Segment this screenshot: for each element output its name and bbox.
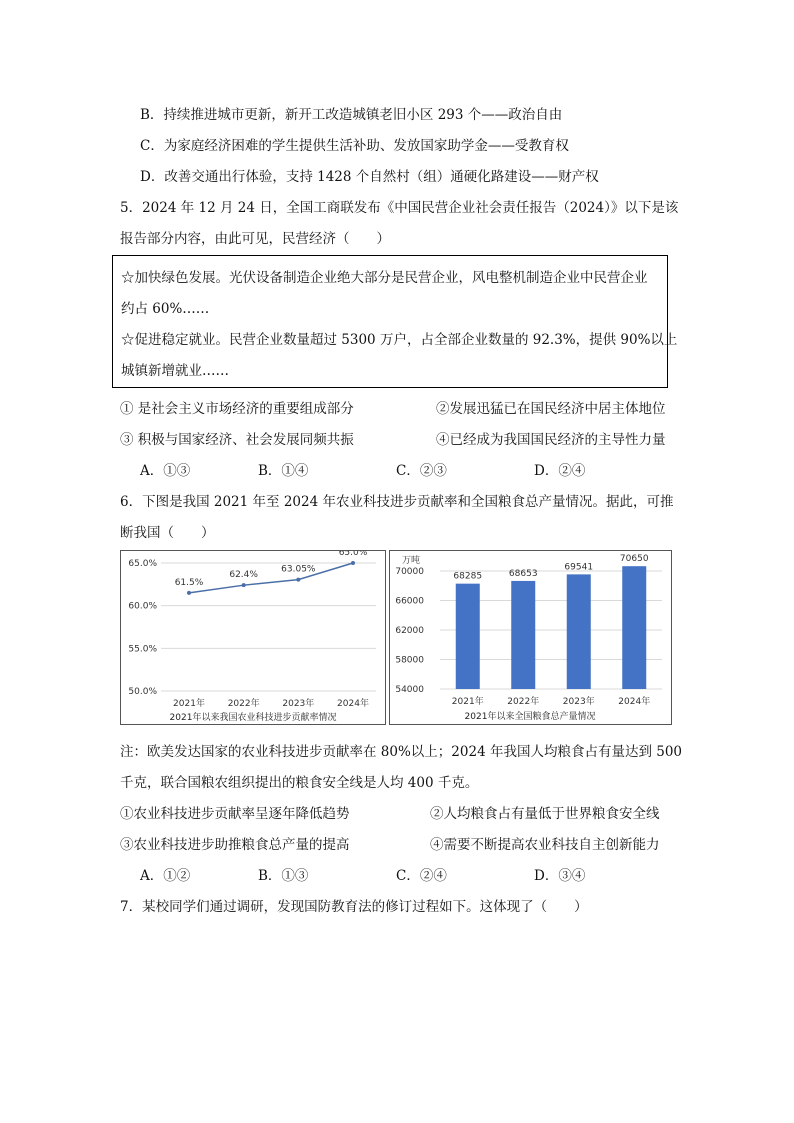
series-line [189, 563, 353, 593]
q4-option-d: D．改善交通出行体验，支持 1428 个自然村（组）通硬化路建设——财产权 [140, 169, 599, 185]
q7-stem-line1: 7．某校同学们通过调研，发现国防教育法的修订过程如下。这体现了（ ） [120, 899, 588, 915]
y-tick-label: 65.0% [128, 559, 157, 569]
y-tick-label: 66000 [395, 596, 424, 607]
q6-note-line1: 注：欧美发达国家的农业科技进步贡献率在 80%以上；2024 年我国人均粮食占有量达到 500 [120, 744, 683, 760]
bar [511, 581, 535, 689]
data-label: 63.05% [281, 564, 316, 575]
q4-option-b: B．持续推进城市更新，新开工改造城镇老旧小区 293 个——政治自由 [140, 107, 563, 123]
data-label: 65.0% [338, 551, 368, 558]
x-tick-label: 2021年 [173, 699, 205, 709]
bar-chart [390, 551, 671, 724]
y-tick-label: 60.0% [128, 601, 157, 612]
q5-statement-3: ③ 积极与国家经济、社会发展同频共振 [120, 432, 354, 448]
q5-choice-c: C．②③ [396, 463, 447, 479]
q5-stem-line2: 报告部分内容，由此可见，民营经济（ ） [120, 231, 390, 247]
x-tick-label: 2022年 [227, 699, 260, 709]
q5-choice-a: A．①③ [140, 463, 191, 479]
line-chart-panel [120, 550, 386, 725]
q6-statement-2: ②人均粮食占有量低于世界粮食安全线 [430, 806, 660, 822]
y-tick-label: 70000 [395, 567, 424, 577]
y-tick-label: 58000 [395, 655, 424, 666]
q6-choice-b: B．①③ [258, 868, 309, 884]
q5-box-line1: ☆加快绿色发展。光伏设备制造企业绝大部分是民营企业，风电整机制造企业中民营企业 [121, 270, 648, 286]
data-label: 61.5% [174, 577, 204, 588]
y-tick-label: 54000 [395, 685, 424, 695]
q5-statement-4: ④已经成为我国国民经济的主导性力量 [436, 432, 666, 448]
data-label: 69541 [564, 562, 594, 573]
q6-choice-c: C．②④ [396, 868, 447, 884]
q6-stem-line2: 断我国（ ） [120, 525, 215, 541]
q5-box-line4: 城镇新增就业…… [121, 363, 229, 379]
q6-choice-d: D．③④ [534, 868, 586, 884]
line-chart [121, 551, 385, 724]
y-tick-label: 62000 [395, 626, 424, 636]
q5-choice-d: D．②④ [534, 463, 586, 479]
data-label: 68653 [508, 568, 538, 579]
q5-stem-line1: 5．2024 年 12 月 24 日，全国工商联发布《中国民营企业社会责任报告（2024）》以下是该 [120, 200, 679, 216]
chart-title: 2021年以来全国粮食总产量情况 [464, 712, 596, 722]
bar [456, 584, 480, 689]
q5-box-line2: 约占 60%…… [121, 301, 210, 317]
q6-statement-3: ③农业科技进步助推粮食总产量的提高 [120, 837, 350, 853]
q6-statement-1: ①农业科技进步贡献率呈逐年降低趋势 [120, 806, 350, 822]
data-point [296, 578, 300, 582]
q6-statement-4: ④需要不断提高农业科技自主创新能力 [430, 837, 660, 853]
x-tick-label: 2021年 [451, 697, 484, 707]
x-tick-label: 2024年 [337, 699, 369, 709]
x-tick-label: 2023年 [282, 699, 315, 709]
bar-chart-panel [389, 550, 672, 725]
data-label: 62.4% [229, 570, 258, 581]
q6-note-line2: 千克，联合国粮农组织提出的粮食安全线是人均 400 千克。 [120, 775, 479, 791]
y-tick-label: 50.0% [128, 687, 157, 697]
q6-choice-a: A．①② [140, 868, 191, 884]
q6-stem-line1: 6．下图是我国 2021 年至 2024 年农业科技进步贡献率和全国粮食总产量情况。据此，可推 [120, 494, 674, 510]
q5-choice-b: B．①④ [258, 463, 309, 479]
data-point [187, 591, 191, 595]
bar [567, 574, 591, 689]
q5-box-line3: ☆促进稳定就业。民营企业数量超过 5300 万户，占全部企业数量的 92.3%，提供 90%以上 [121, 332, 678, 348]
y-tick-label: 55.0% [128, 644, 157, 655]
data-label: 68285 [453, 571, 483, 582]
data-point [242, 583, 246, 587]
x-tick-label: 2023年 [562, 697, 595, 707]
q5-statement-2: ②发展迅猛已在国民经济中居主体地位 [436, 401, 666, 417]
bar [622, 566, 646, 689]
chart-title: 2021年以来我国农业科技进步贡献率情况 [169, 713, 337, 723]
x-tick-label: 2024年 [618, 697, 651, 707]
data-point [351, 561, 355, 565]
q5-statement-1: ① 是社会主义市场经济的重要组成部分 [120, 401, 354, 417]
y-axis-unit: 万吨 [402, 556, 421, 566]
x-tick-label: 2022年 [507, 697, 540, 707]
q5-material-box [112, 255, 678, 388]
q4-option-c: C．为家庭经济困难的学生提供生活补助、发放国家助学金——受教育权 [140, 138, 569, 154]
data-label: 70650 [619, 554, 649, 565]
